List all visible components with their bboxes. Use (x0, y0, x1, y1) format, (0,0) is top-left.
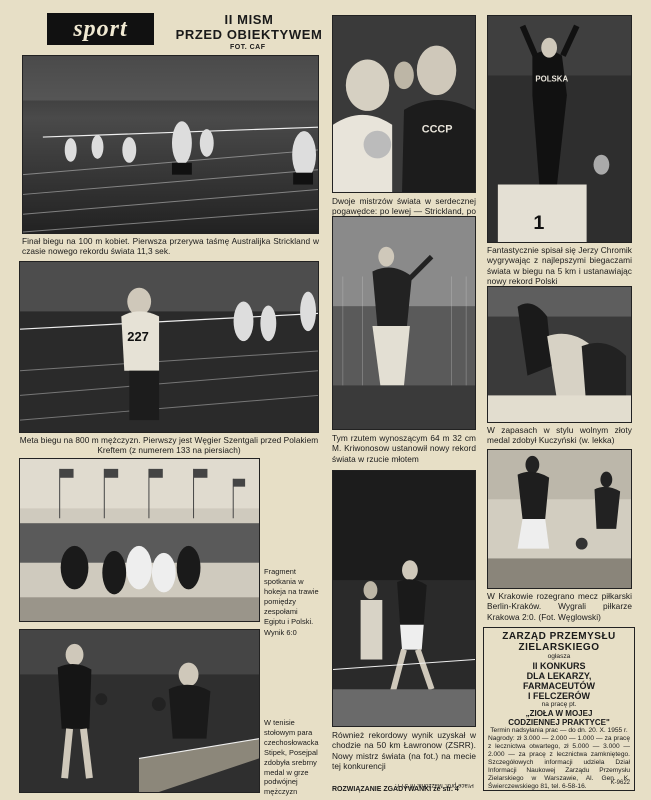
photo-field-hockey (19, 458, 260, 622)
photo-credit: FOT. CAF (230, 44, 266, 51)
photo-800m-men-finish (19, 261, 319, 433)
caption-wrestling: W zapasach w stylu wolnym złoty medal zdobył Kuczyński (w. lekka) (487, 425, 632, 446)
title-line-1: II MISM (224, 12, 274, 27)
ad-line-4: II KONKURS (532, 661, 586, 671)
footer-solution: ROZWIĄZANIE ZGADYWANKI ze str. 4 (332, 786, 459, 793)
photo-table-tennis (19, 629, 260, 793)
caption-chromik: Fantastycznie spisał się Jerzy Chromik wygrywając z najlepszymi biegaczami świata w biegu na 5 km i ustanawiając nowy rekord Polski (487, 245, 632, 286)
ad-line-6: FARMACEUTÓW (523, 681, 595, 691)
advert-box (483, 627, 635, 791)
ad-line-5: DLA LEKARZY, (526, 671, 592, 681)
ad-line-10: CODZIENNEJ PRAKTYCE" (508, 718, 610, 727)
ad-line-3: ogłasza (547, 653, 571, 660)
caption-hammer: Tym rzutem wynoszącym 64 m 32 cm M. Kriwonosow ustanowił nowy rekord świata w rzucie młotem (332, 433, 476, 464)
ad-line-2: ZIELARSKIEGO (518, 642, 600, 653)
ad-line-9: „ZIOŁA W MOJEJ (525, 709, 593, 718)
ad-line-8: na pracę pt. (541, 701, 577, 708)
photo-race-walking (332, 470, 476, 727)
sport-logo: sport (47, 13, 154, 45)
caption-football: W Krakowie rozegrano mecz piłkarski Berlin-Kraków. Wygrali piłkarze Krakowa 2:0. (Fot. Węglowski) (487, 591, 632, 622)
caption-800m: Meta biegu na 800 m mężczyzn. Pierwszy jest Węgier Szentgali przed Polakiem Kreftem (z numerem 133 na piersiach) (19, 435, 319, 456)
photo-two-champions (332, 15, 476, 193)
caption-hockey: Fragment spotkania w hokeja na trawie pomiędzy zespołami Egiptu i Polski. Wynik 6:0 (264, 567, 319, 637)
photo-chromik-podium (487, 15, 632, 243)
photo-100m-women-final (22, 55, 319, 234)
footer-upside-down: Prace prof. Mazzona: nr 3 i 7. (395, 782, 474, 788)
caption-100m: Finał biegu na 100 m kobiet. Pierwsza przerywa taśmę Australijka Strickland w czasie nowego rekordu świata 11,3 sek. (22, 236, 319, 257)
ad-line-1: ZARZĄD PRZEMYSŁU (502, 631, 616, 642)
photo-hammer-throw (332, 216, 476, 430)
caption-table-tennis: W tenisie stołowym para czechosłowacka Stipek, Posejpal zdobyła srebrny medal w grze podwójnej mężczyzn (264, 718, 319, 797)
ad-line-12: Nagrody: zł 3.000 — 2.000 — 1.000 — za pracę z lecznictwa otwartego, zł 5.000 — 3.000 — 2.000 — za pracę z lecznictwa zamkniętego. Szczegółowych informacji udziela Dział Informacji Naukowej Zarządu Przemysłu Zielarskiego w Warszawie, Al. Gen. K. Świerczewskiego 81, tel. 6-58-16. (488, 735, 630, 790)
podium-number: 1 (533, 212, 545, 235)
page-title (170, 12, 328, 42)
cccp-jersey-text: СССР (421, 123, 453, 136)
ad-line-11: Termin nadsyłania prac — do dn. 20. X. 1955 r. (490, 727, 628, 734)
photo-wrestling (487, 286, 632, 423)
caption-race-walking: Również rekordowy wynik uzyskał w chodzie na 50 km Ławronow (ZSRR). Nowy mistrz świata (na fot.) na mecie tej konkurencji (332, 730, 476, 771)
title-line-2: PRZED OBIEKTYWEM (175, 27, 323, 42)
bib-number: 227 (127, 329, 149, 345)
photo-football (487, 449, 632, 589)
ad-code: K-9622 (610, 780, 630, 787)
ad-line-7: I FELCZERÓW (528, 691, 590, 701)
caption-two-champions: Dwoje mistrzów świata w serdecznej pogawędce: po lewej — Strickland, po (332, 196, 476, 217)
polska-jersey-text: POLSKA (535, 74, 569, 84)
